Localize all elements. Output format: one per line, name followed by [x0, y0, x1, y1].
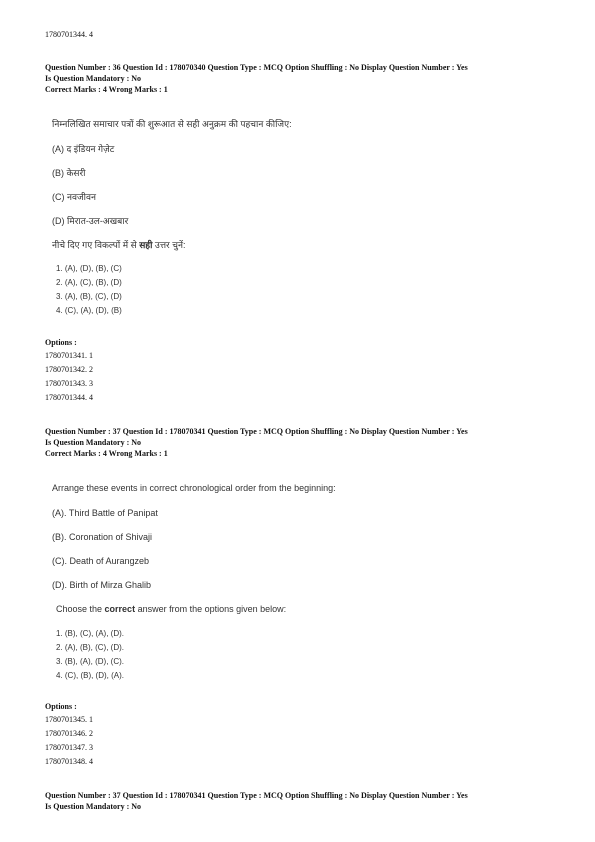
- list-item: (A). Third Battle of Panipat: [52, 508, 158, 518]
- answer-choice: 1. (A), (D), (B), (C): [56, 264, 122, 273]
- question-mandatory: Is Question Mandatory : No: [45, 802, 142, 811]
- question-instruction: [56, 604, 286, 614]
- option-line: 1780701345. 1: [45, 715, 93, 724]
- list-item: (B) केसरी: [52, 168, 86, 178]
- answer-choice: 3. (A), (B), (C), (D): [56, 292, 122, 301]
- option-line: 1780701342. 2: [45, 365, 93, 374]
- question-meta: Question Number : 37 Question Id : 178070341 Question Type : MCQ Option Shuffling : No Display Question Number : Yes: [45, 427, 468, 436]
- option-line: 1780701347. 3: [45, 743, 93, 752]
- list-item: (C) नवजीवन: [52, 192, 97, 202]
- options-label: Options :: [45, 702, 77, 711]
- instruction-text: नीचे दिए गए विकल्पों में से: [52, 240, 140, 250]
- question-prompt: निम्नलिखित समाचार पत्रों की शुरूआत से सही अनुक्रम की पहचान कीजिए:: [52, 119, 292, 129]
- answer-choice: 4. (C), (B), (D), (A).: [56, 671, 124, 680]
- list-item: (D) मिरात-उल-अखबार: [52, 216, 129, 226]
- option-line: 1780701341. 1: [45, 351, 93, 360]
- question-mandatory: Is Question Mandatory : No: [45, 438, 142, 447]
- option-line: 1780701346. 2: [45, 729, 93, 738]
- list-item: (D). Birth of Mirza Ghalib: [52, 580, 152, 590]
- question-meta: Question Number : 37 Question Id : 178070341 Question Type : MCQ Option Shuffling : No Display Question Number : Yes: [45, 791, 468, 800]
- options-label: Options :: [45, 338, 77, 347]
- question-instruction: [52, 238, 185, 251]
- answer-choice: 2. (A), (B), (C), (D).: [56, 643, 124, 652]
- instruction-text: answer from the options given below:: [135, 604, 287, 614]
- option-line: 1780701348. 4: [45, 757, 93, 766]
- list-item: (C). Death of Aurangzeb: [52, 556, 150, 566]
- answer-choice: 4. (C), (A), (D), (B): [56, 306, 122, 315]
- answer-choice: 1. (B), (C), (A), (D).: [56, 629, 124, 638]
- list-item: (B). Coronation of Shivaji: [52, 532, 153, 542]
- question-marks: Correct Marks : 4 Wrong Marks : 1: [45, 449, 168, 458]
- answer-choice: 2. (A), (C), (B), (D): [56, 278, 122, 287]
- list-item: (A) द इंडियन गेज़ेट: [52, 144, 115, 154]
- instruction-bold: correct: [104, 604, 136, 614]
- option-line: 1780701344. 4: [45, 30, 93, 39]
- question-meta: Question Number : 36 Question Id : 178070340 Question Type : MCQ Option Shuffling : No Display Question Number : Yes: [45, 63, 468, 72]
- question-mandatory: Is Question Mandatory : No: [45, 74, 142, 83]
- instruction-text: Choose the: [56, 604, 105, 614]
- answer-choice: 3. (B), (A), (D), (C).: [56, 657, 124, 666]
- instruction-bold: सही: [139, 240, 153, 250]
- question-prompt: Arrange these events in correct chronological order from the beginning:: [52, 483, 336, 493]
- question-marks: Correct Marks : 4 Wrong Marks : 1: [45, 85, 168, 94]
- option-line: 1780701344. 4: [45, 393, 93, 402]
- instruction-text: उत्तर चुनें:: [152, 240, 186, 250]
- option-line: 1780701343. 3: [45, 379, 93, 388]
